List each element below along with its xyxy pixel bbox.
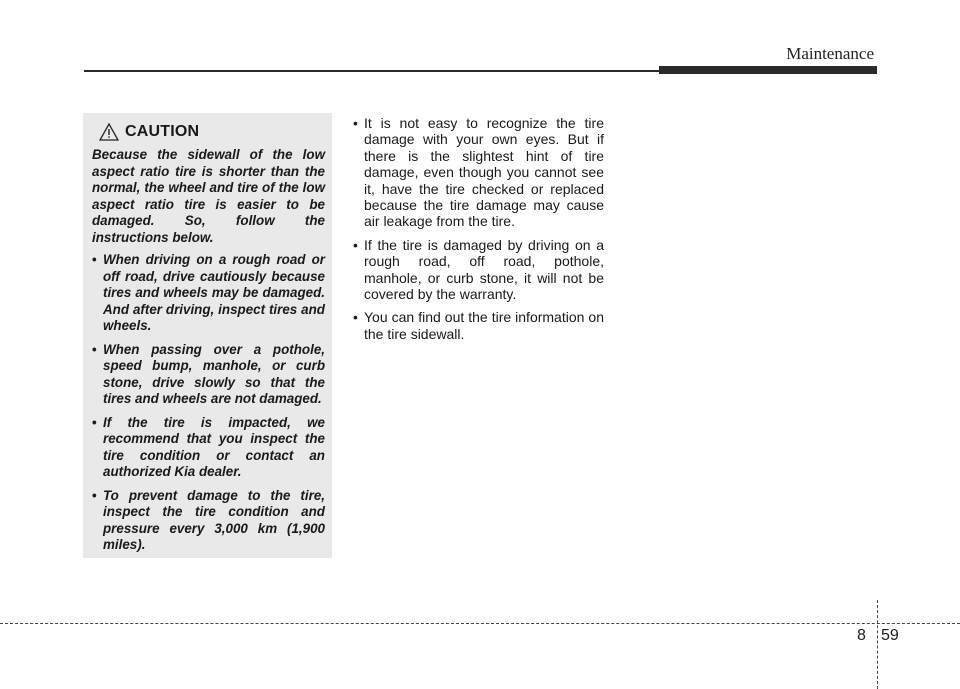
caution-list-item: • To prevent damage to the tire, inspect the tire condition and pressure every 3,000 km (1,900 miles). [92, 488, 325, 554]
caution-list-item: • If the tire is impacted, we recommend that you inspect the tire condition or contact an authorized Kia dealer. [92, 415, 325, 481]
section-title: Maintenance [786, 44, 874, 63]
warning-triangle-icon [99, 123, 119, 141]
caution-body [92, 147, 325, 554]
footer-divider [877, 600, 878, 689]
chapter-number: 8 [857, 627, 866, 644]
body-list-item: • If the tire is damaged by driving on a rough road, off road, pothole, manhole, or curb stone, it will not be covered by the warranty. [352, 237, 604, 303]
caution-list [92, 252, 325, 554]
footer-rule [0, 623, 960, 624]
caution-box [83, 113, 332, 558]
body-list-item: • It is not easy to recognize the tire damage with your own eyes. But if there is the slightest hint of tire damage, even though you cannot see it, have the tire checked or replaced because the tire damage may cause air leakage from the tire. [352, 115, 604, 230]
caution-list-item: • When passing over a pothole, speed bump, manhole, or curb stone, drive slowly so that the tires and wheels are not damaged. [92, 342, 325, 408]
caution-header [99, 121, 325, 143]
caution-list-item: • When driving on a rough road or off road, drive cautiously because tires and wheels may be damaged. And after driving, inspect tires and wheels. [92, 252, 325, 335]
header-rule-thick [659, 66, 877, 74]
caution-title: CAUTION [125, 123, 200, 140]
body-list [352, 115, 604, 342]
caution-intro: Because the sidewall of the low aspect ratio tire is shorter than the normal, the wheel and tire of the low aspect ratio tire is easier to be damaged. So, follow the instructions below. [92, 147, 325, 245]
body-column [352, 115, 604, 349]
page-number: 59 [881, 627, 899, 644]
body-list-item: • You can find out the tire information on the tire sidewall. [352, 309, 604, 342]
header-rule-thin [84, 70, 659, 72]
